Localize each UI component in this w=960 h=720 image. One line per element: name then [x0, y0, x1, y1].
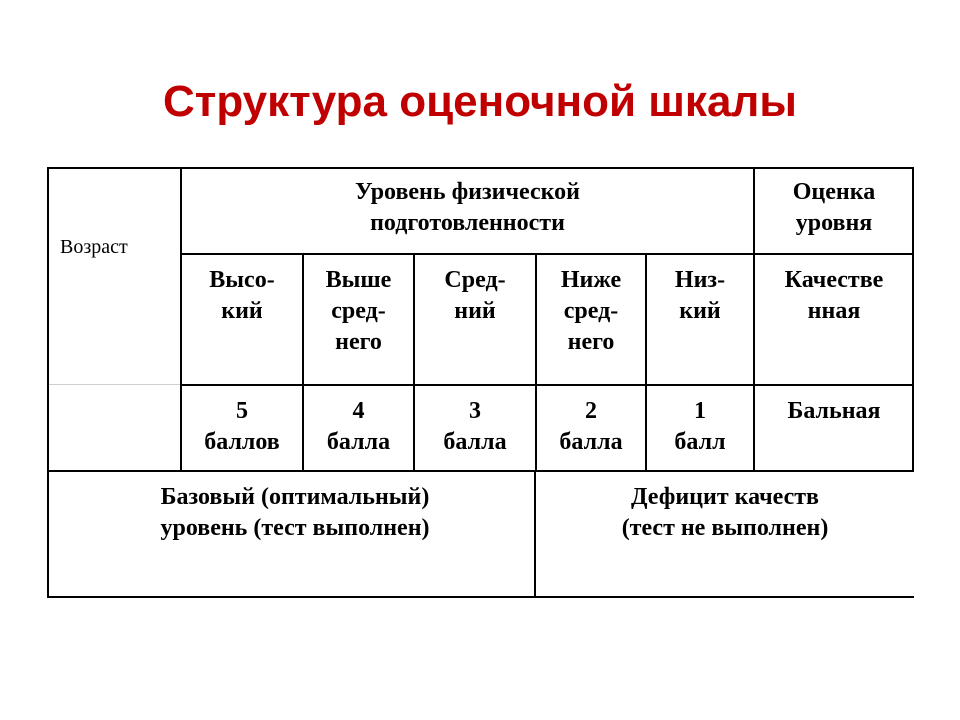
base-level-text: Базовый (оптимальный) уровень (тест выполнен) — [160, 484, 430, 541]
scores-row-divider — [48, 470, 914, 472]
header-row-divider — [182, 253, 913, 255]
level-above-average: Выше сред- него — [325, 267, 392, 355]
age-label: Возраст — [60, 236, 128, 258]
table-left-border — [47, 167, 49, 598]
table-top-border — [48, 167, 914, 169]
deficit-text: Дефицит качеств (тест не выполнен) — [621, 484, 829, 541]
table-bottom-border — [48, 596, 914, 598]
level-below-average: Ниже сред- него — [560, 267, 622, 355]
page-title: Структура оценочной шкалы — [163, 77, 797, 126]
score-type-label: Бальная — [787, 398, 881, 424]
qualitative-label: Качестве нная — [784, 267, 884, 324]
header-level-rating: Оценка уровня — [792, 179, 876, 236]
score-2: 2 балла — [559, 398, 623, 455]
score-5: 5 баллов — [204, 398, 280, 455]
level-high: Высо- кий — [209, 267, 275, 324]
levels-row-divider — [182, 384, 913, 386]
score-4: 4 балла — [326, 398, 391, 455]
header-physical-level: Уровень физической подготовленности — [355, 179, 580, 236]
age-faint-rule — [49, 384, 180, 385]
score-3: 3 балла — [443, 398, 507, 455]
level-low: Низ- кий — [674, 267, 726, 324]
bottom-row-divider — [534, 471, 536, 597]
level-average: Сред- ний — [444, 267, 506, 324]
score-1: 1 балл — [674, 398, 726, 455]
